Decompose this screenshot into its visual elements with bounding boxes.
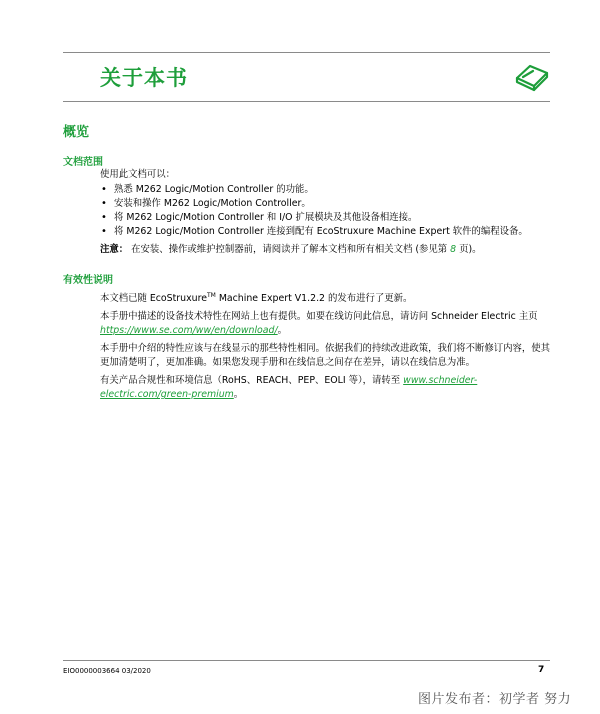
validity-p2-after: 。: [277, 325, 288, 337]
doc-scope-section: [100, 168, 550, 261]
validity-p4-after: 。: [233, 389, 244, 401]
page-title: 关于本书: [100, 66, 188, 90]
header-bottom-rule: [63, 101, 550, 102]
validity-section: [100, 289, 550, 406]
list-item: • 安装和操作 M262 Logic/Motion Controller。: [100, 197, 550, 211]
footer-rule: [63, 660, 550, 661]
book-icon: [514, 58, 550, 92]
header-top-rule: [63, 52, 550, 53]
validity-p1: [100, 289, 550, 306]
validity-p1-after: Machine Expert V1.2.2 的发布进行了更新。: [215, 293, 413, 305]
note-text-after: 页)。: [456, 244, 482, 255]
doc-scope-intro: 使用此文档可以：: [100, 169, 176, 180]
note-text-before: 在安装、操作或维护控制器前，请阅读并了解本文档和所有相关文档 (参见第: [131, 244, 451, 255]
document-code: EIO0000003664 03/2020: [63, 667, 151, 675]
validity-p4-before: 有关产品合规性和环境信息（RoHS、REACH、PEP、EOLI 等），请转至: [100, 375, 404, 387]
note-paragraph: [100, 243, 550, 257]
watermark-text: 图片发布者：初学者 努力: [418, 692, 572, 707]
validity-p4: [100, 374, 550, 402]
list-item: • 熟悉 M262 Logic/Motion Controller 的功能。: [100, 183, 550, 197]
list-item: • 将 M262 Logic/Motion Controller 和 I/O 扩展模块及其他设备相连接。: [100, 211, 550, 225]
note-page-link[interactable]: 8: [450, 244, 457, 255]
list-item: • 将 M262 Logic/Motion Controller 连接到配有 EcoStruxure Machine Expert 软件的编程设备。: [100, 225, 550, 239]
overview-heading: 概览: [63, 125, 90, 140]
page-number: 7: [538, 665, 545, 675]
note-label: 注意：: [100, 244, 129, 255]
doc-scope-list: [100, 183, 550, 239]
validity-p1-before: 本文档已随 EcoStruxure: [100, 293, 207, 305]
green-premium-link[interactable]: www.schneider-electric.com/green-premium: [100, 375, 478, 401]
doc-scope-heading: 文档范围: [63, 157, 103, 168]
validity-p2: [100, 310, 550, 338]
validity-heading: 有效性说明: [63, 275, 113, 286]
download-link[interactable]: https://www.se.com/ww/en/download/: [100, 325, 278, 337]
validity-p3: 本手册中介绍的特性应该与在线显示的那些特性相同。依据我们的持续改进政策，我们将不断修订内容，使其更加清楚明了，更加准确。如果您发现手册和在线信息之间存在差异，请以在线信息为准。: [100, 343, 551, 369]
trademark-sup: TM: [207, 292, 216, 299]
validity-p2-before: 本手册中描述的设备技术特性在网站上也有提供。如要在线访问此信息，请访问 Schneider Electric 主页: [100, 311, 538, 323]
